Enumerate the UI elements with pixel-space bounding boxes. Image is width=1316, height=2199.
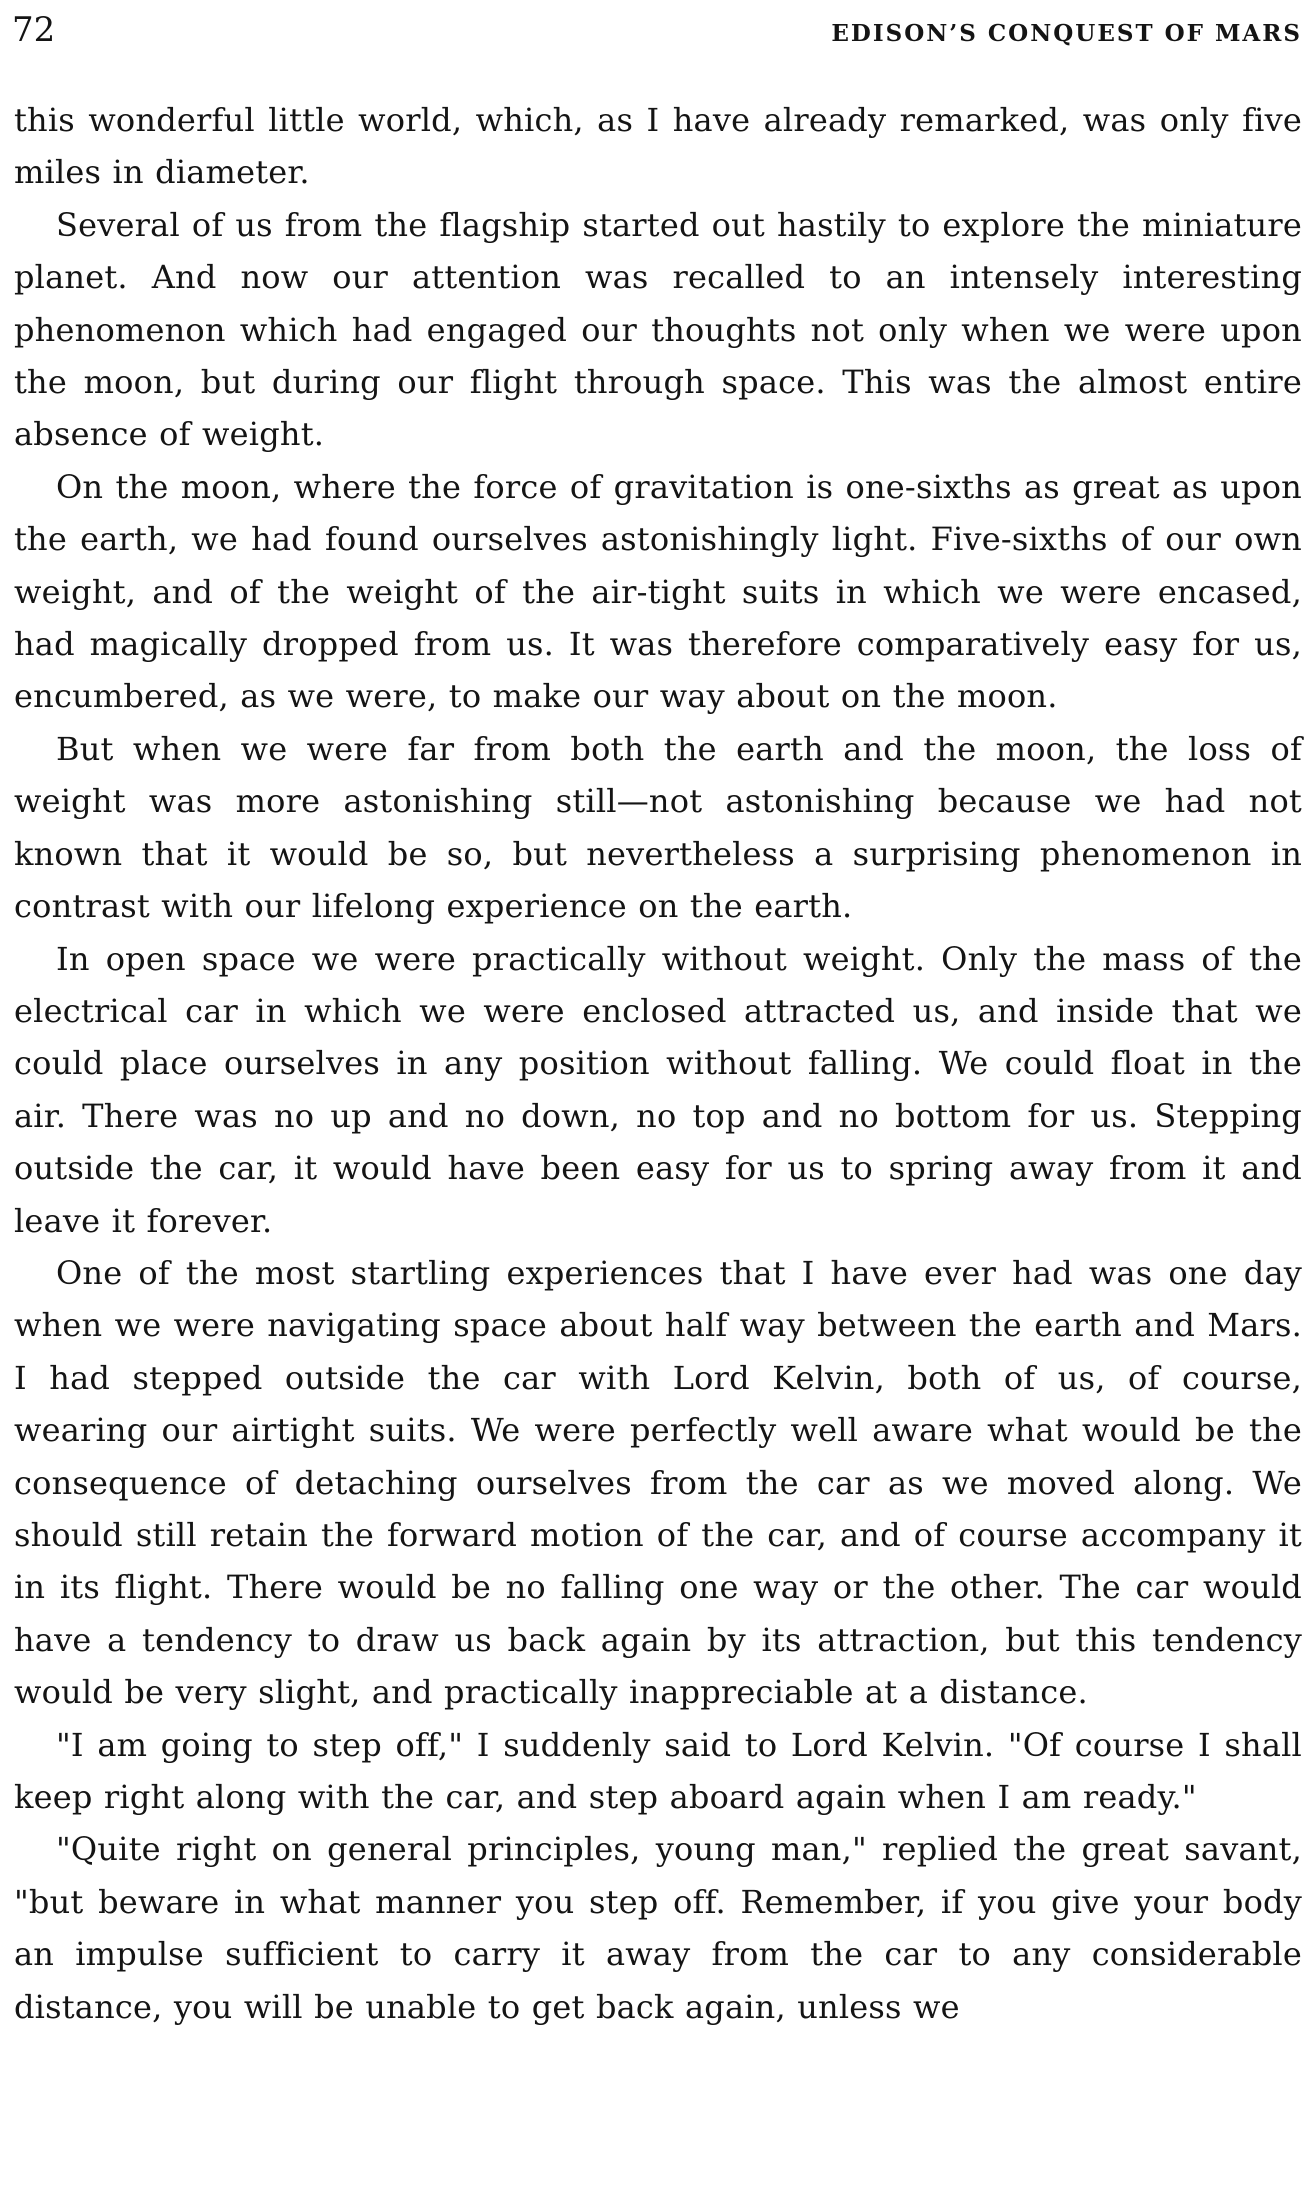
paragraph: "Quite right on general principles, young man," replied the great savant, "but beware in what manner you step off. Remember, if you give your body an impulse sufficient to carry it away from the car to any considerable distance, you will be unable to get back again, unless we xyxy=(14,1830,1302,2026)
paragraph: One of the most startling experiences that I have ever had was one day when we were navigating space about half way between the earth and Mars. I had stepped outside the car with Lord Kelvin, both of us, of course, wearing our airtight suits. We were perfectly well aware what would be the consequence of detaching ourselves from the car as we moved along. We should still retain the forward motion of the car, and of course accompany it in its flight. There would be no falling one way or the other. The car would have a tendency to draw us back again by its attraction, but this tendency would be very slight, and practically inappreciable at a distance. xyxy=(14,1253,1302,1712)
paragraph: Several of us from the flagship started out hastily to explore the miniature planet. And now our attention was recalled to an intensely interesting phenomenon which had engaged our thoughts not only when we were upon the moon, but during our flight through space. This was the almost entire absence of weight. xyxy=(14,205,1302,454)
running-head: EDISON’S CONQUEST OF MARS xyxy=(831,20,1302,47)
body-text xyxy=(14,94,1302,2033)
paragraph: "I am going to step off," I suddenly said to Lord Kelvin. "Of course I shall keep right along with the car, and step aboard again when I am ready." xyxy=(14,1725,1302,1816)
paragraph: In open space we were practically without weight. Only the mass of the electrical car in which we were enclosed attracted us, and inside that we could place ourselves in any position without falling. We could float in the air. There was no up and no down, no top and no bottom for us. Stepping outside the car, it would have been easy for us to spring away from it and leave it forever. xyxy=(14,939,1302,1240)
paragraph: On the moon, where the force of gravitation is one-sixths as great as upon the earth, we had found ourselves astonishingly light. Five-sixths of our own weight, and of the weight of the air-tight suits in which we were encased, had magically dropped from us. It was therefore comparatively easy for us, encumbered, as we were, to make our way about on the moon. xyxy=(14,467,1302,716)
paragraph: this wonderful little world, which, as I have already remarked, was only five miles in diameter. xyxy=(14,101,1302,192)
paragraph: But when we were far from both the earth and the moon, the loss of weight was more astonishing still—not astonishing because we had not known that it would be so, but nevertheless a surprising phenomenon in contrast with our lifelong experience on the earth. xyxy=(14,729,1302,926)
page-number: 72 xyxy=(12,10,56,50)
